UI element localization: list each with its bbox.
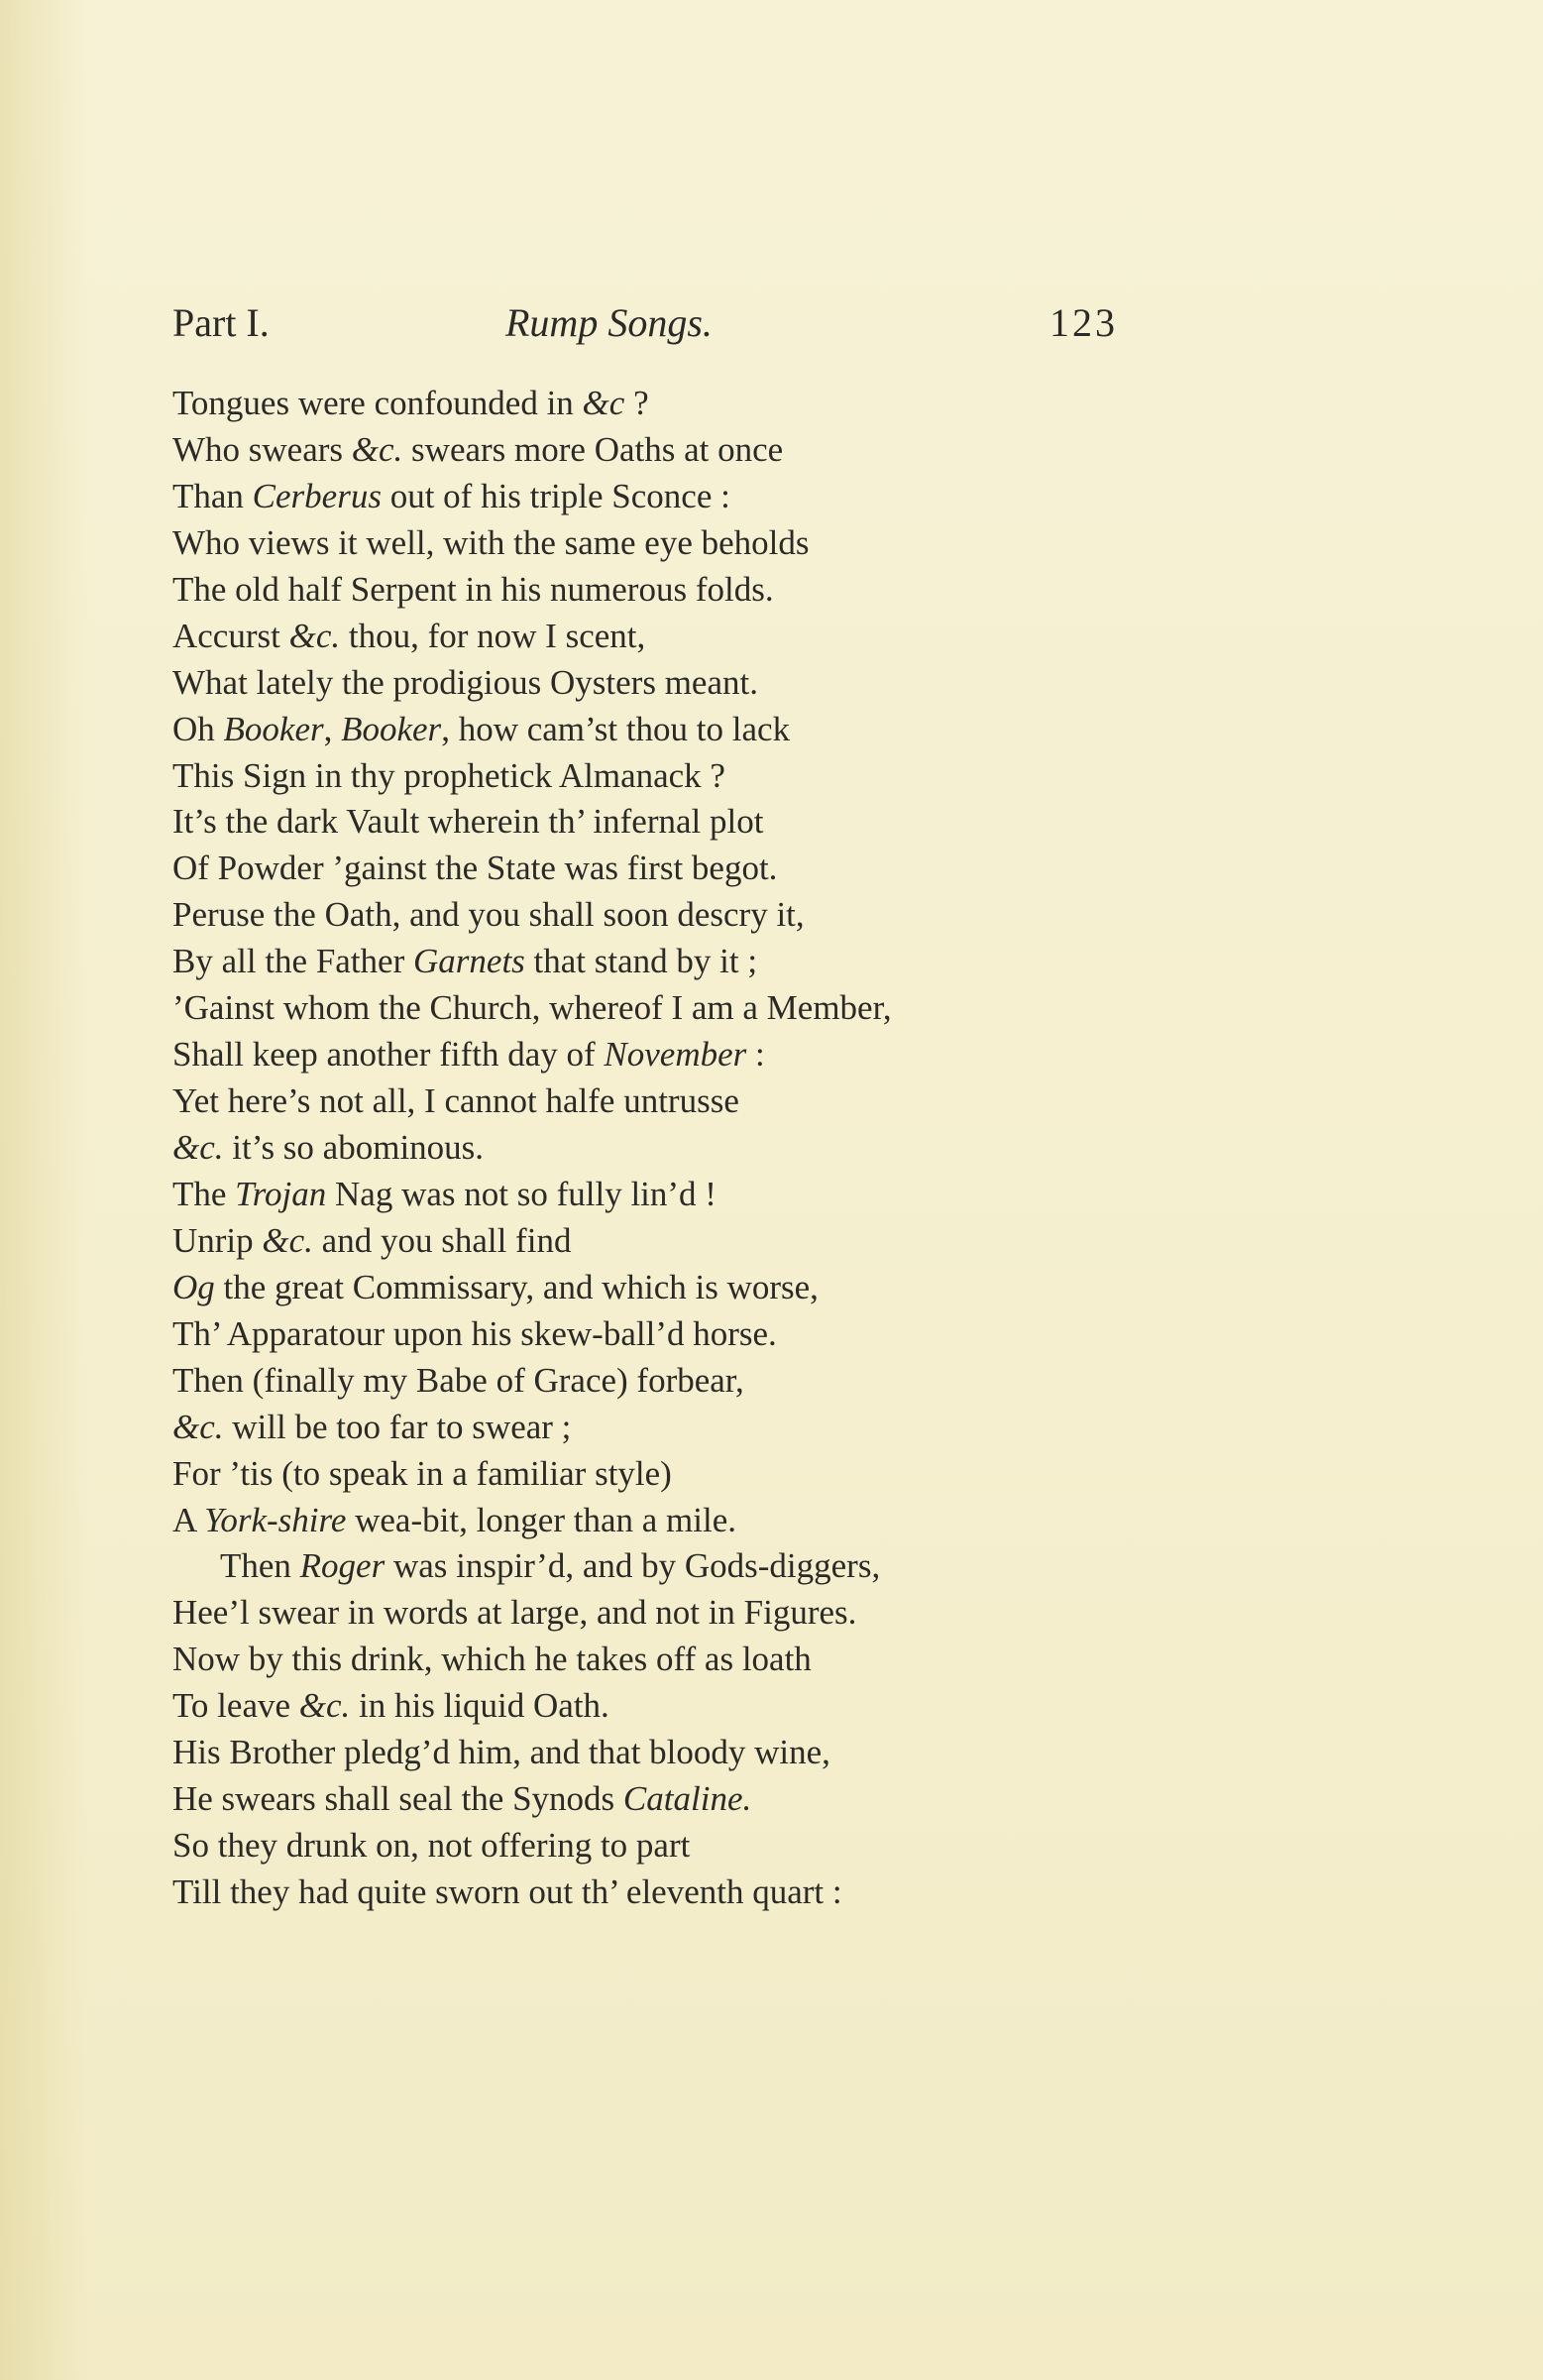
italic-text: &c. [172, 1128, 224, 1167]
poem-line [172, 1218, 1124, 1265]
line-text: Accurst [172, 616, 289, 655]
italic-text: Cataline. [622, 1779, 752, 1819]
line-text: He swears shall seal the Synods [172, 1779, 623, 1819]
poem-line [172, 427, 1124, 474]
line-text: , [323, 709, 342, 748]
line-text: Than [172, 476, 253, 515]
poem-line [172, 707, 1124, 753]
poem-text [172, 381, 1124, 1916]
poem-line [172, 1451, 1124, 1498]
poem-line [172, 1590, 1124, 1637]
line-text: So they drunk on, not offering to part [172, 1826, 691, 1866]
line-text: Of Powder ’gainst the State was first begot. [172, 849, 778, 888]
poem-line [172, 846, 1124, 892]
line-text: ’Gainst whom the Church, whereof I am a Member, [172, 988, 892, 1028]
italic-text: Roger [299, 1546, 386, 1586]
poem-line [172, 892, 1124, 939]
italic-text: &c. [298, 1686, 351, 1726]
line-text: For ’tis (to speak in a familiar style) [172, 1453, 672, 1493]
line-text: swears more Oaths at once [402, 429, 784, 469]
line-text: The [172, 1174, 236, 1213]
running-header [172, 293, 1118, 353]
line-text: It’s the dark Vault wherein th’ infernal plot [172, 802, 764, 842]
italic-text: Og [172, 1267, 215, 1306]
italic-text: &c. [351, 429, 403, 469]
line-text: This Sign in thy prophetick Almanack ? [172, 755, 725, 795]
poem-line [172, 1683, 1124, 1730]
line-text: wea-bit, longer than a mile. [346, 1500, 736, 1539]
line-text: Who swears [172, 429, 352, 469]
italic-text: November [604, 1035, 747, 1075]
line-text: Peruse the Oath, and you shall soon descry it, [172, 895, 805, 935]
poem-line [172, 1730, 1124, 1776]
line-text: Then [220, 1546, 300, 1586]
line-text: and you shall find [312, 1220, 572, 1260]
line-text: it’s so abominous. [223, 1128, 485, 1167]
line-text: The old half Serpent in his numerous folds. [172, 569, 774, 609]
poem-line [172, 985, 1124, 1032]
line-text: Unrip [172, 1220, 263, 1260]
line-text: To leave [172, 1686, 299, 1726]
poem-line [172, 1405, 1124, 1451]
italic-text: Cerberus [252, 476, 382, 515]
poem-line [172, 520, 1124, 567]
line-text: A [172, 1500, 205, 1539]
line-text: was inspir’d, and by Gods-diggers, [385, 1546, 881, 1586]
poem-line [172, 1637, 1124, 1683]
italic-text: &c. [262, 1220, 313, 1260]
italic-text: Garnets [413, 942, 525, 981]
poem-line [172, 1358, 1124, 1405]
line-text: Nag was not so fully lin’d ! [326, 1174, 716, 1213]
poem-line [172, 1870, 1124, 1916]
italic-text: &c. [172, 1407, 224, 1446]
line-text: thou, for now I scent, [340, 616, 646, 655]
italic-text: &c. [288, 616, 341, 655]
italic-text: Booker [223, 709, 324, 748]
part-label: Part I. [172, 300, 270, 345]
line-text: , how cam’st thou to lack [441, 709, 791, 748]
italic-text: Booker [341, 709, 442, 748]
line-text: Th’ Apparatour upon his skew-ball’d horse. [172, 1313, 777, 1353]
line-text: Yet here’s not all, I cannot halfe untrusse [172, 1081, 739, 1121]
page-number: 123 [1049, 300, 1118, 345]
line-text: What lately the prodigious Oysters meant. [172, 662, 758, 702]
line-text: out of his triple Sconce : [381, 476, 730, 515]
line-text: Oh [172, 709, 224, 748]
poem-line [172, 614, 1124, 660]
poem-line [172, 1823, 1124, 1870]
poem-line [172, 753, 1124, 800]
line-text: in his liquid Oath. [350, 1686, 609, 1726]
poem-line [172, 1125, 1124, 1172]
line-text: By all the Father [172, 942, 414, 981]
poem-line [172, 1078, 1124, 1125]
line-text: : [746, 1035, 765, 1075]
poem-line [172, 1032, 1124, 1078]
line-text: Hee’l swear in words at large, and not in Figures. [172, 1593, 857, 1633]
poem-line [172, 1543, 1124, 1590]
line-text: Who views it well, with the same eye beholds [172, 522, 810, 562]
line-text: Shall keep another fifth day of [172, 1035, 605, 1075]
poem-line [172, 381, 1124, 427]
poem-line [172, 660, 1124, 707]
line-text: Tongues were confounded in [172, 384, 583, 422]
italic-text: York-shire [204, 1500, 347, 1539]
italic-text: Trojan [235, 1174, 327, 1213]
italic-text: &c [582, 384, 625, 422]
poem-line [172, 1498, 1124, 1544]
line-text: Now by this drink, which he takes off as loath [172, 1640, 812, 1679]
line-text: the great Commissary, and which is worse, [214, 1267, 819, 1306]
line-text: Then (finally my Babe of Grace) forbear, [172, 1360, 744, 1400]
poem-line [172, 1311, 1124, 1358]
poem-line [172, 1172, 1124, 1218]
line-text: that stand by it ; [524, 942, 758, 981]
poem-line [172, 567, 1124, 614]
line-text: His Brother pledg’d him, and that bloody wine, [172, 1733, 830, 1772]
poem-line [172, 1776, 1124, 1823]
poem-line [172, 799, 1124, 846]
poem-line [172, 1265, 1124, 1311]
poem-line [172, 939, 1124, 985]
poem-line [172, 474, 1124, 520]
line-text: ? [624, 384, 649, 422]
line-text: Till they had quite sworn out th’ eleventh quart : [172, 1872, 842, 1911]
running-title: Rump Songs. [505, 300, 713, 345]
line-text: will be too far to swear ; [223, 1407, 572, 1446]
